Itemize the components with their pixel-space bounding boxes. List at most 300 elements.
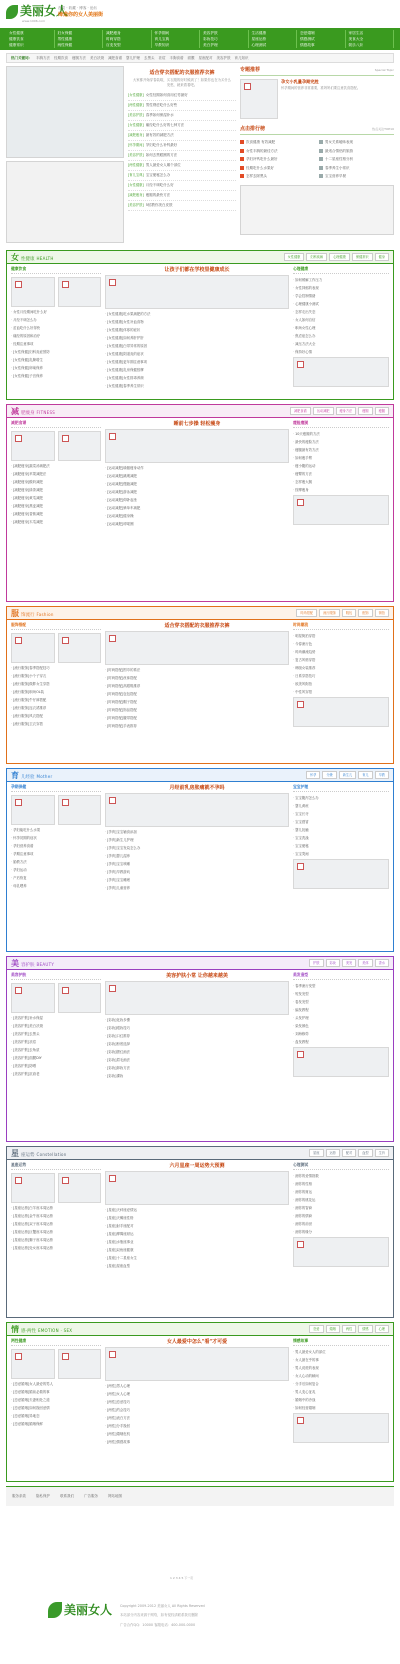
article-link[interactable]: · 韩版女装推荐: [293, 665, 389, 671]
article-link[interactable]: · 按摩瘦身: [293, 487, 389, 493]
article-link[interactable]: · [女性健康]女性排毒养颜: [105, 375, 289, 381]
article-link[interactable]: · [星座运势]金牛座本周运势: [11, 1213, 101, 1219]
nav-item[interactable]: 育儿宝典: [154, 36, 170, 41]
article-link[interactable]: · [两性]女人心理: [105, 1391, 289, 1397]
hot-keyword[interactable]: 减肥食谱: [108, 55, 122, 60]
article-thumb[interactable]: [58, 1173, 102, 1203]
article-link[interactable]: · [星座运势]狮子座本周运势: [11, 1237, 101, 1243]
rank-text[interactable]: 经期吃什么水果好: [246, 165, 274, 170]
rank-text[interactable]: 孕妇补钙吃什么最好: [246, 157, 278, 162]
rank-text[interactable]: 怎样去除黑头: [246, 174, 267, 179]
article-link[interactable]: · 母乳喂养: [11, 883, 101, 889]
nav-item[interactable]: 百变发型: [106, 42, 121, 47]
article-link[interactable]: · [流行服饰]牛仔裤搭配: [11, 697, 101, 703]
item-tag[interactable]: [美容护肤]: [128, 113, 144, 118]
side-thumb[interactable]: [293, 859, 389, 889]
feature-thumb[interactable]: [105, 429, 289, 463]
article-link[interactable]: · [星座运势]巨蟹座本周运势: [11, 1229, 101, 1235]
article-link[interactable]: · [运动减肥]游泳减肥: [105, 489, 289, 495]
section-tab[interactable]: 时尚搭配: [296, 609, 317, 617]
section-headline[interactable]: 美容护肤小常 让你越来越美: [166, 973, 228, 979]
headline-title[interactable]: 适合穿衣搭配的衣服推荐衣裤: [149, 70, 215, 76]
section-tab[interactable]: 瘦身方法: [336, 407, 357, 415]
section-title[interactable]: [11, 1324, 72, 1335]
article-link[interactable]: · [星座]天蝎座性格: [105, 1215, 289, 1221]
article-link[interactable]: · [彩妆]眼妆技巧: [105, 1025, 289, 1031]
nav-item[interactable]: 美白护理: [203, 42, 218, 47]
article-link[interactable]: · 职场女性心理: [293, 325, 389, 331]
article-link[interactable]: · [星座]射手座配对: [105, 1223, 289, 1229]
footer-link[interactable]: 隐私保护: [36, 1494, 50, 1499]
nav-item[interactable]: 情感测试: [300, 36, 315, 41]
article-link[interactable]: · [流行服饰]微胖女生穿搭: [11, 681, 101, 687]
article-link[interactable]: · [星座运势]处女座本周运势: [11, 1245, 101, 1251]
section-title[interactable]: [11, 608, 54, 619]
article-link[interactable]: · [减肥瘦身]燕麦减肥: [11, 503, 101, 509]
article-link[interactable]: · 保持好心情: [293, 349, 389, 355]
article-link[interactable]: · [流行服饰]风衣搭配: [11, 713, 101, 719]
article-link[interactable]: · 女性抑郁的表现: [293, 285, 389, 291]
article-link[interactable]: · 学会控制情绪: [293, 293, 389, 299]
section-tab[interactable]: 健身: [375, 253, 389, 261]
section-title[interactable]: [11, 958, 54, 969]
article-link[interactable]: · 最快的瘦脸方法: [293, 439, 389, 445]
article-link[interactable]: · 测你的智商: [293, 1205, 389, 1211]
item-text[interactable]: 宝宝便秘怎么办: [145, 173, 171, 178]
article-link[interactable]: · [恋爱婚姻]夫妻相处之道: [11, 1397, 101, 1403]
section-tab[interactable]: 运动减肥: [313, 407, 334, 415]
section-title[interactable]: [11, 1148, 67, 1159]
article-link[interactable]: · [星座]摩羯座财运: [105, 1231, 289, 1237]
section-tab[interactable]: 香水: [375, 959, 389, 967]
article-thumb[interactable]: [58, 277, 102, 307]
article-link[interactable]: · 测你的爱情指数: [293, 1173, 389, 1179]
article-thumb[interactable]: [11, 1349, 55, 1379]
section-tab[interactable]: 减肥食谱: [290, 407, 311, 415]
item-text[interactable]: 男性肾虚吃什么好些: [145, 103, 178, 108]
footer-logo[interactable]: [48, 1602, 112, 1618]
article-link[interactable]: · 宝宝洗澡: [293, 835, 389, 841]
hot-keyword[interactable]: 星座配对: [198, 55, 213, 60]
article-link[interactable]: · 减压方法大全: [293, 341, 389, 347]
nav-item[interactable]: 女性健康: [9, 30, 24, 35]
item-tag[interactable]: [女性健康]: [128, 123, 144, 128]
article-thumb[interactable]: [11, 277, 55, 307]
article-link[interactable]: · [孕育]新生儿护理: [105, 837, 289, 843]
rank-item[interactable]: [240, 164, 315, 173]
article-link[interactable]: · [时尚搭配]饰品搭配: [105, 707, 289, 713]
nav-item[interactable]: 妇女保健: [57, 30, 73, 35]
side-ad[interactable]: [240, 185, 394, 235]
tag-list-item[interactable]: [128, 181, 236, 191]
article-link[interactable]: · [运动减肥]慢跑减肥: [105, 481, 289, 487]
article-link[interactable]: · 怎样走出失恋: [293, 309, 389, 315]
section-tab[interactable]: 分娩: [322, 771, 336, 779]
article-link[interactable]: · 女人心动的瞬间: [293, 1373, 389, 1379]
article-link[interactable]: · [女性健康]更年期注意事项: [105, 359, 289, 365]
section-headline[interactable]: 适合穿衣搭配的衣服推荐衣裤: [164, 623, 230, 629]
nav-item[interactable]: 家居生活: [348, 30, 364, 35]
article-link[interactable]: · 痛经的原因和治疗: [11, 333, 101, 339]
article-link[interactable]: · [美容护肤]补水保湿: [11, 1015, 101, 1021]
hot-keyword[interactable]: 面膜: [187, 55, 195, 60]
article-thumb[interactable]: [58, 1349, 102, 1379]
section-tab[interactable]: 流行服饰: [319, 609, 340, 617]
article-link[interactable]: · 今春流行色: [293, 641, 389, 647]
article-link[interactable]: · [彩妆]裸妆: [105, 1073, 289, 1079]
section-tab[interactable]: 瘦腿: [358, 407, 372, 415]
feature-thumb[interactable]: [105, 793, 289, 827]
section-tab[interactable]: 心理: [375, 1325, 389, 1333]
article-link[interactable]: · 女人最在乎的事: [293, 1357, 389, 1363]
article-link[interactable]: · [运动减肥]健身操: [105, 513, 289, 519]
side-thumb[interactable]: [293, 357, 389, 387]
item-text[interactable]: 痛经吃什么好的七种方法: [145, 123, 185, 128]
article-link[interactable]: · 怎样瘦大腿: [293, 479, 389, 485]
article-link[interactable]: · [时尚搭配]腰带搭配: [105, 715, 289, 721]
article-link[interactable]: · 春季流行发型: [293, 983, 389, 989]
side-thumb[interactable]: [293, 1237, 389, 1267]
article-thumb[interactable]: [58, 431, 102, 461]
side-thumb[interactable]: [293, 697, 389, 727]
feature-thumb[interactable]: [105, 1347, 289, 1381]
article-thumb[interactable]: [58, 983, 102, 1013]
article-link[interactable]: · [女性保健]妇科炎症预防: [11, 349, 101, 355]
article-link[interactable]: · [女性健康]乳房保健按摩: [105, 367, 289, 373]
section-tab[interactable]: 瘦腰: [375, 407, 389, 415]
article-link[interactable]: · [星座]十二星座女生: [105, 1255, 289, 1261]
article-link[interactable]: · 日系穿搭技巧: [293, 673, 389, 679]
article-link[interactable]: · [美容护肤]面膜DIY: [11, 1055, 101, 1061]
article-link[interactable]: · [两性]男人心理: [105, 1383, 289, 1389]
article-link[interactable]: · [孕育]儿童营养: [105, 885, 289, 891]
article-link[interactable]: · 月经不调怎么办: [11, 317, 101, 323]
article-link[interactable]: · [女性健康]吃水果减肥的方法: [105, 311, 289, 317]
article-link[interactable]: · [彩妆]卸妆方法: [105, 1065, 289, 1071]
article-link[interactable]: · [减肥瘦身]香蕉减肥: [11, 511, 101, 517]
article-link[interactable]: · 焦虑症怎么办: [293, 333, 389, 339]
article-link[interactable]: · 女人如何自信: [293, 317, 389, 323]
tag-list-item[interactable]: [128, 111, 236, 121]
item-tag[interactable]: [育儿宝典]: [128, 173, 144, 178]
hot-keyword[interactable]: 美容护肤: [216, 55, 231, 60]
rank-item[interactable]: [240, 138, 315, 147]
tag-list-item[interactable]: [128, 101, 236, 111]
hot-keyword[interactable]: 经期饮食: [54, 55, 68, 60]
article-link[interactable]: · [美容护肤]祛痘: [11, 1039, 101, 1045]
article-link[interactable]: · 卷发发型: [293, 999, 389, 1005]
item-tag[interactable]: [减肥瘦身]: [128, 193, 144, 198]
section-tab[interactable]: 心理健康: [329, 253, 350, 261]
article-thumb[interactable]: [11, 1173, 55, 1203]
special-thumb[interactable]: [240, 79, 278, 119]
rank-item[interactable]: [319, 164, 394, 173]
article-link[interactable]: · [彩妆]化妆步骤: [105, 1017, 289, 1023]
item-text[interactable]: 女性经期如何食用红枣最好: [145, 93, 188, 98]
section-tab[interactable]: 情感: [358, 1325, 372, 1333]
article-link[interactable]: · [时尚搭配]丝袜搭配: [105, 675, 289, 681]
article-link[interactable]: · 瘦臀的方法: [293, 471, 389, 477]
article-link[interactable]: · [孕育]婴儿湿疹: [105, 853, 289, 859]
nav-item[interactable]: 娱乐八卦: [348, 42, 364, 47]
footer-link[interactable]: 广告服务: [84, 1494, 98, 1499]
side-thumb[interactable]: [293, 495, 389, 525]
section-tab[interactable]: 怀孕: [306, 771, 320, 779]
article-link[interactable]: · [彩妆]口红推荐: [105, 1033, 289, 1039]
article-link[interactable]: · [美容护肤]去角质: [11, 1047, 101, 1053]
item-tag[interactable]: [女性健康]: [128, 93, 144, 98]
item-text[interactable]: 春季如何保湿补水: [145, 113, 174, 118]
article-link[interactable]: · 测你的财运: [293, 1189, 389, 1195]
article-link[interactable]: · 宝宝腹泻怎么办: [293, 795, 389, 801]
article-link[interactable]: · [两性]恋爱技巧: [105, 1399, 289, 1405]
article-link[interactable]: · 产后恢复: [11, 875, 101, 881]
article-link[interactable]: · 孕期注意事项: [11, 851, 101, 857]
article-link[interactable]: · [女性健康]体寒的症状: [105, 327, 289, 333]
article-link[interactable]: · 宝宝哭闹: [293, 851, 389, 857]
section-tab[interactable]: 美发: [342, 959, 356, 967]
nav-item[interactable]: 健康常识: [9, 42, 24, 47]
article-link[interactable]: · [女性保健]子宫保养: [11, 373, 101, 379]
article-link[interactable]: · 编发教程: [293, 1007, 389, 1013]
article-link[interactable]: · 中性风穿搭: [293, 689, 389, 695]
item-text[interactable]: 男人最爱女人哪个部位: [145, 163, 181, 168]
article-link[interactable]: · [时尚搭配]围巾的系法: [105, 667, 289, 673]
section-tab[interactable]: 护肤: [309, 959, 323, 967]
article-link[interactable]: · [时尚搭配]包包搭配: [105, 691, 289, 697]
article-link[interactable]: · 复古风格穿搭: [293, 657, 389, 663]
article-link[interactable]: · [星座]星座血型: [105, 1263, 289, 1269]
article-link[interactable]: · [运动减肥]瑜伽瘦身动作: [105, 465, 289, 471]
nav-item[interactable]: 情感故事: [300, 42, 315, 47]
article-link[interactable]: · 欧美风街拍: [293, 681, 389, 687]
rank-item[interactable]: [319, 147, 394, 156]
article-link[interactable]: · [美容护肤]防晒: [11, 1063, 101, 1069]
section-tab[interactable]: 运势: [326, 1149, 340, 1157]
section-tab[interactable]: 保健常识: [352, 253, 373, 261]
item-text[interactable]: 孕妇吃什么补钙最好: [145, 143, 178, 148]
nav-item[interactable]: 美容护肤: [203, 30, 218, 35]
side-thumb[interactable]: [293, 1413, 389, 1443]
article-link[interactable]: · [运动减肥]呼啦圈: [105, 521, 289, 527]
rank-item[interactable]: [319, 138, 394, 147]
tag-list-item[interactable]: [128, 191, 236, 201]
rank-item[interactable]: [240, 172, 315, 181]
article-link[interactable]: · [时尚搭配]帽子搭配: [105, 699, 289, 705]
article-link[interactable]: · 婴儿黄疸: [293, 803, 389, 809]
article-link[interactable]: · 测你的性格: [293, 1181, 389, 1187]
tag-list-item[interactable]: [128, 91, 236, 101]
section-tab[interactable]: 街拍: [375, 609, 389, 617]
article-link[interactable]: · [流行服饰]卫衣穿搭: [11, 721, 101, 727]
hot-keyword[interactable]: 祛痘: [158, 55, 166, 60]
article-link[interactable]: · 染发颜色: [293, 1023, 389, 1029]
article-link[interactable]: · [减肥瘦身]绿茶减肥: [11, 487, 101, 493]
article-link[interactable]: · [两性]情感故事: [105, 1439, 289, 1445]
tag-list-item[interactable]: [128, 121, 236, 131]
article-link[interactable]: · [女性健康]女性补血食物: [105, 319, 289, 325]
rank-item[interactable]: [240, 147, 315, 156]
article-link[interactable]: · [时尚搭配]手表推荐: [105, 723, 289, 729]
article-link[interactable]: · [运动减肥]骑单车减肥: [105, 505, 289, 511]
section-tab[interactable]: 鞋包: [342, 609, 356, 617]
item-text[interactable]: 如何去黑眼圈的方法: [145, 153, 178, 158]
nav-item[interactable]: 怀孕期间: [154, 30, 170, 35]
article-link[interactable]: · [女性保健]乳腺增生: [11, 357, 101, 363]
article-link[interactable]: · 如何瘦手臂: [293, 455, 389, 461]
section-headline[interactable]: 月经前乳房胀痛就不孕吗: [169, 785, 225, 791]
item-text[interactable]: 5招教你美白皮肤: [145, 203, 173, 208]
article-link[interactable]: · 10天瘦腿的方法: [293, 431, 389, 437]
article-link[interactable]: · 盘发教程: [293, 1039, 389, 1045]
rank-text[interactable]: 最适合情侣的旅游: [325, 148, 353, 153]
article-link[interactable]: · 婴儿抚触: [293, 827, 389, 833]
article-thumb[interactable]: [58, 633, 102, 663]
article-link[interactable]: · 测你的缘分: [293, 1229, 389, 1235]
article-link[interactable]: · 胎教方法: [11, 859, 101, 865]
special-headline[interactable]: 孕女小乳量孕期完胜: [281, 79, 319, 84]
section-title[interactable]: [11, 770, 52, 781]
hot-keyword[interactable]: 丰胸食谱: [169, 55, 184, 60]
item-tag[interactable]: [怀孕期间]: [128, 143, 144, 148]
article-link[interactable]: · [星座]水瓶座事业: [105, 1239, 289, 1245]
article-link[interactable]: · 瘦腰最有效方法: [293, 447, 389, 453]
article-link[interactable]: · [恋爱婚姻]女人最爱的男人: [11, 1381, 101, 1387]
article-link[interactable]: · 婚姻中的冷战: [293, 1397, 389, 1403]
article-link[interactable]: · 宝宝便秘: [293, 843, 389, 849]
article-link[interactable]: · 贫血吃什么好得快: [11, 325, 101, 331]
nav-item[interactable]: 美食大全: [348, 36, 364, 41]
article-link[interactable]: · 头发护理: [293, 1015, 389, 1021]
article-link[interactable]: · [星座]天秤座爱情运: [105, 1207, 289, 1213]
article-link[interactable]: · [减肥瘦身]木瓜减肥: [11, 519, 101, 525]
article-thumb[interactable]: [58, 795, 102, 825]
nav-item[interactable]: 健康饮食: [9, 36, 24, 41]
article-link[interactable]: · [星座]双鱼座健康: [105, 1247, 289, 1253]
section-tab[interactable]: 两性: [342, 1325, 356, 1333]
article-link[interactable]: · 宝宝感冒: [293, 819, 389, 825]
hot-keyword[interactable]: 美白祛斑: [90, 55, 104, 60]
article-link[interactable]: · 男人变心征兆: [293, 1389, 389, 1395]
item-tag[interactable]: [两性健康]: [128, 103, 144, 108]
section-tab[interactable]: 彩妆: [326, 959, 340, 967]
article-link[interactable]: · 时尚潮流趋势: [293, 649, 389, 655]
rank-text[interactable]: 宝宝营养早餐: [325, 174, 346, 179]
article-link[interactable]: · 孕妇营养食谱: [11, 843, 101, 849]
tag-list-item[interactable]: [128, 161, 236, 171]
section-headline[interactable]: 六月星座一周运势大预测: [169, 1163, 225, 1169]
article-thumb[interactable]: [11, 795, 55, 825]
section-tab[interactable]: 新生儿: [339, 771, 357, 779]
article-thumb[interactable]: [11, 431, 55, 461]
article-link[interactable]: · [恋爱婚姻]婚前必做的事: [11, 1389, 101, 1395]
article-link[interactable]: · 测你的情商: [293, 1213, 389, 1219]
pager[interactable]: 1 2 3 4 5 下一页: [170, 1576, 194, 1580]
article-link[interactable]: · [孕育]宝宝辅食添加: [105, 829, 289, 835]
article-link[interactable]: · 宝宝长牙: [293, 811, 389, 817]
nav-item[interactable]: 减肥瘦身: [106, 30, 121, 35]
article-link[interactable]: · [恋爱婚姻]异地恋: [11, 1413, 101, 1419]
rank-text[interactable]: 饮食健康 有效减肥: [246, 140, 276, 145]
hot-keyword[interactable]: 瘦腿方法: [72, 55, 86, 60]
side-thumb[interactable]: [293, 1047, 389, 1077]
section-tab[interactable]: 星座: [309, 1149, 323, 1157]
section-tab[interactable]: 美体: [358, 959, 372, 967]
hot-keyword[interactable]: 育儿知识: [234, 55, 249, 60]
article-link[interactable]: · 孕妇运动: [11, 867, 101, 873]
section-tab[interactable]: 恋爱: [309, 1325, 323, 1333]
article-link[interactable]: · 心理健康小测试: [293, 301, 389, 307]
article-link[interactable]: · 男人说谎的表现: [293, 1365, 389, 1371]
section-tab[interactable]: 生肖: [375, 1149, 389, 1157]
footer-link[interactable]: 网站地图: [108, 1494, 122, 1499]
article-link[interactable]: · [时尚搭配]高跟鞋推荐: [105, 683, 289, 689]
article-link[interactable]: · [美容护肤]抗衰老: [11, 1071, 101, 1077]
nav-item[interactable]: 两性保健: [57, 42, 73, 47]
article-link[interactable]: · [减肥瘦身]酸奶减肥: [11, 479, 101, 485]
footer-link[interactable]: 服务条款: [12, 1494, 26, 1499]
rank-text[interactable]: 春季养生小常识: [325, 165, 350, 170]
featured-image[interactable]: [6, 66, 124, 158]
article-link[interactable]: · 如何缓解工作压力: [293, 277, 389, 283]
hot-keyword[interactable]: 去黑头: [144, 55, 155, 60]
article-thumb[interactable]: [11, 633, 55, 663]
hot-keyword[interactable]: 婴儿护理: [126, 55, 140, 60]
section-tab[interactable]: 配对: [342, 1149, 356, 1157]
article-link[interactable]: · [彩妆]眉毛画法: [105, 1057, 289, 1063]
article-link[interactable]: · 分手后如何复合: [293, 1381, 389, 1387]
article-link[interactable]: · 经期注意事项: [11, 341, 101, 347]
item-tag[interactable]: [美容护肤]: [128, 203, 144, 208]
feature-thumb[interactable]: [105, 275, 289, 309]
nav-item[interactable]: 星座运势: [251, 36, 267, 41]
section-tab[interactable]: 育儿: [358, 771, 372, 779]
article-link[interactable]: · [孕育]宝宝咳嗽: [105, 861, 289, 867]
feature-thumb[interactable]: [105, 1171, 289, 1205]
article-link[interactable]: · [女性保健]卵巢保养: [11, 365, 101, 371]
item-tag[interactable]: [美容护肤]: [128, 153, 144, 158]
article-link[interactable]: · [星座运势]双子座本周运势: [11, 1221, 101, 1227]
section-headline[interactable]: 让孩子们都在学校里健康成长: [164, 267, 230, 273]
section-headline[interactable]: 女人最爱中怎么"看"才可爱: [166, 1339, 228, 1345]
section-tab[interactable]: 婚姻: [326, 1325, 340, 1333]
article-link[interactable]: · [美容护肤]美白祛斑: [11, 1023, 101, 1029]
nav-item[interactable]: 早教知识: [154, 42, 170, 47]
article-link[interactable]: · [减肥瘦身]蔬菜汤减肥法: [11, 463, 101, 469]
article-link[interactable]: · 测你的桃花运: [293, 1197, 389, 1203]
article-link[interactable]: · [女性健康]白带异常的原因: [105, 343, 289, 349]
item-tag[interactable]: [两性健康]: [128, 163, 144, 168]
nav-item[interactable]: 男性健康: [57, 36, 73, 41]
article-link[interactable]: · 刘海修剪: [293, 1031, 389, 1037]
article-link[interactable]: · [减肥瘦身]黄瓜减肥: [11, 495, 101, 501]
item-tag[interactable]: [女性健康]: [128, 183, 144, 188]
tag-list-item[interactable]: [128, 201, 236, 211]
article-link[interactable]: · [美容护肤]去黑头: [11, 1031, 101, 1037]
article-link[interactable]: · [彩妆]腮红画法: [105, 1049, 289, 1055]
article-link[interactable]: · 女性月经期间吃什么好: [11, 309, 101, 315]
article-link[interactable]: · [流行服饰]春季搭配技巧: [11, 665, 101, 671]
article-link[interactable]: · [两性]表白方法: [105, 1415, 289, 1421]
article-link[interactable]: · [流行服饰]职场OL装: [11, 689, 101, 695]
article-thumb[interactable]: [11, 983, 55, 1013]
top-links[interactable]: 首页 · 收藏 · 博客 · 论坛: [58, 6, 98, 10]
rank-text[interactable]: 女性丰胸的最佳方法: [246, 148, 278, 153]
tag-list-item[interactable]: [128, 141, 236, 151]
article-link[interactable]: · [运动减肥]仰卧起坐: [105, 497, 289, 503]
section-title[interactable]: [11, 406, 55, 417]
article-link[interactable]: · [女性健康]如何养肝护肝: [105, 335, 289, 341]
